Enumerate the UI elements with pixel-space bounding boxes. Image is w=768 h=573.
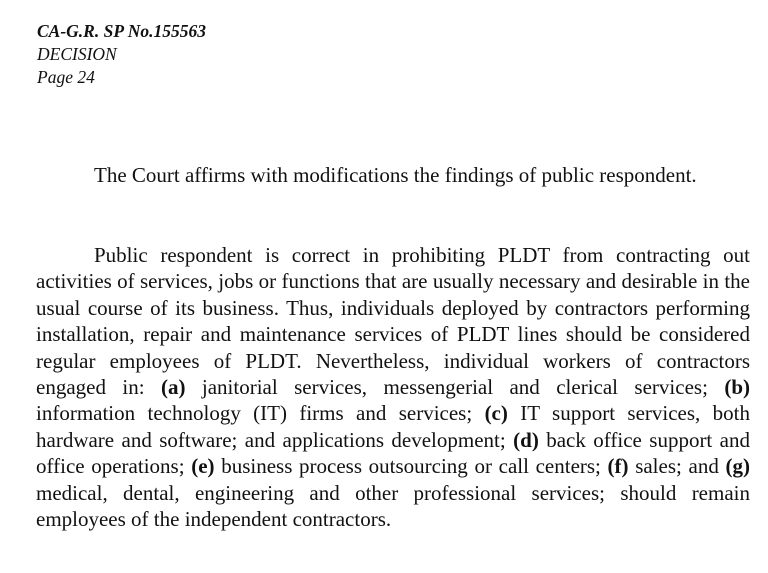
item-label-b: (b) bbox=[724, 375, 750, 400]
item-text-b: information technology (IT) firms and services; bbox=[36, 401, 485, 426]
document-type: DECISION bbox=[37, 44, 117, 64]
item-text-a: janitorial services, messengerial and clerical services; bbox=[185, 375, 725, 400]
item-text-d: back office support and office operations; bbox=[36, 427, 751, 479]
item-label-f: (f) bbox=[607, 454, 629, 479]
item-text-g: medical, dental, engineering and other professional services; should remain employees of the independent contractors. bbox=[36, 480, 750, 532]
item-text-c: IT support services, both hardware and software; and applications development; bbox=[36, 401, 750, 452]
paragraph-court-affirms bbox=[36, 162, 750, 188]
item-label-g: (g) bbox=[725, 454, 750, 479]
case-number: CA-G.R. SP No.155563 bbox=[37, 21, 207, 41]
page-number: Page 24 bbox=[37, 67, 95, 87]
paragraph-public-respondent bbox=[36, 242, 750, 532]
paragraph-text: The Court affirms with modifications the findings of public respondent. bbox=[94, 163, 697, 187]
item-text-e: business process outsourcing or call centers; bbox=[214, 454, 608, 479]
item-text-f: sales; and bbox=[628, 454, 726, 479]
item-label-d: (d) bbox=[513, 427, 539, 452]
item-label-e: (e) bbox=[191, 454, 215, 479]
document-header bbox=[37, 20, 206, 89]
paragraph-lead-text: Public respondent is correct in prohibiting PLDT from contracting out activities of services, jobs or functions that are usually necessary and desirable in the usual course of its business. Thus, individuals deployed by contractors performing installation, repair and maintenance services of PLDT lines should be considered regular employees of PLDT. Nevertheless, individual workers of contractors engaged in: bbox=[36, 243, 750, 400]
item-label-c: (c) bbox=[484, 401, 508, 426]
item-label-a: (a) bbox=[160, 375, 186, 400]
